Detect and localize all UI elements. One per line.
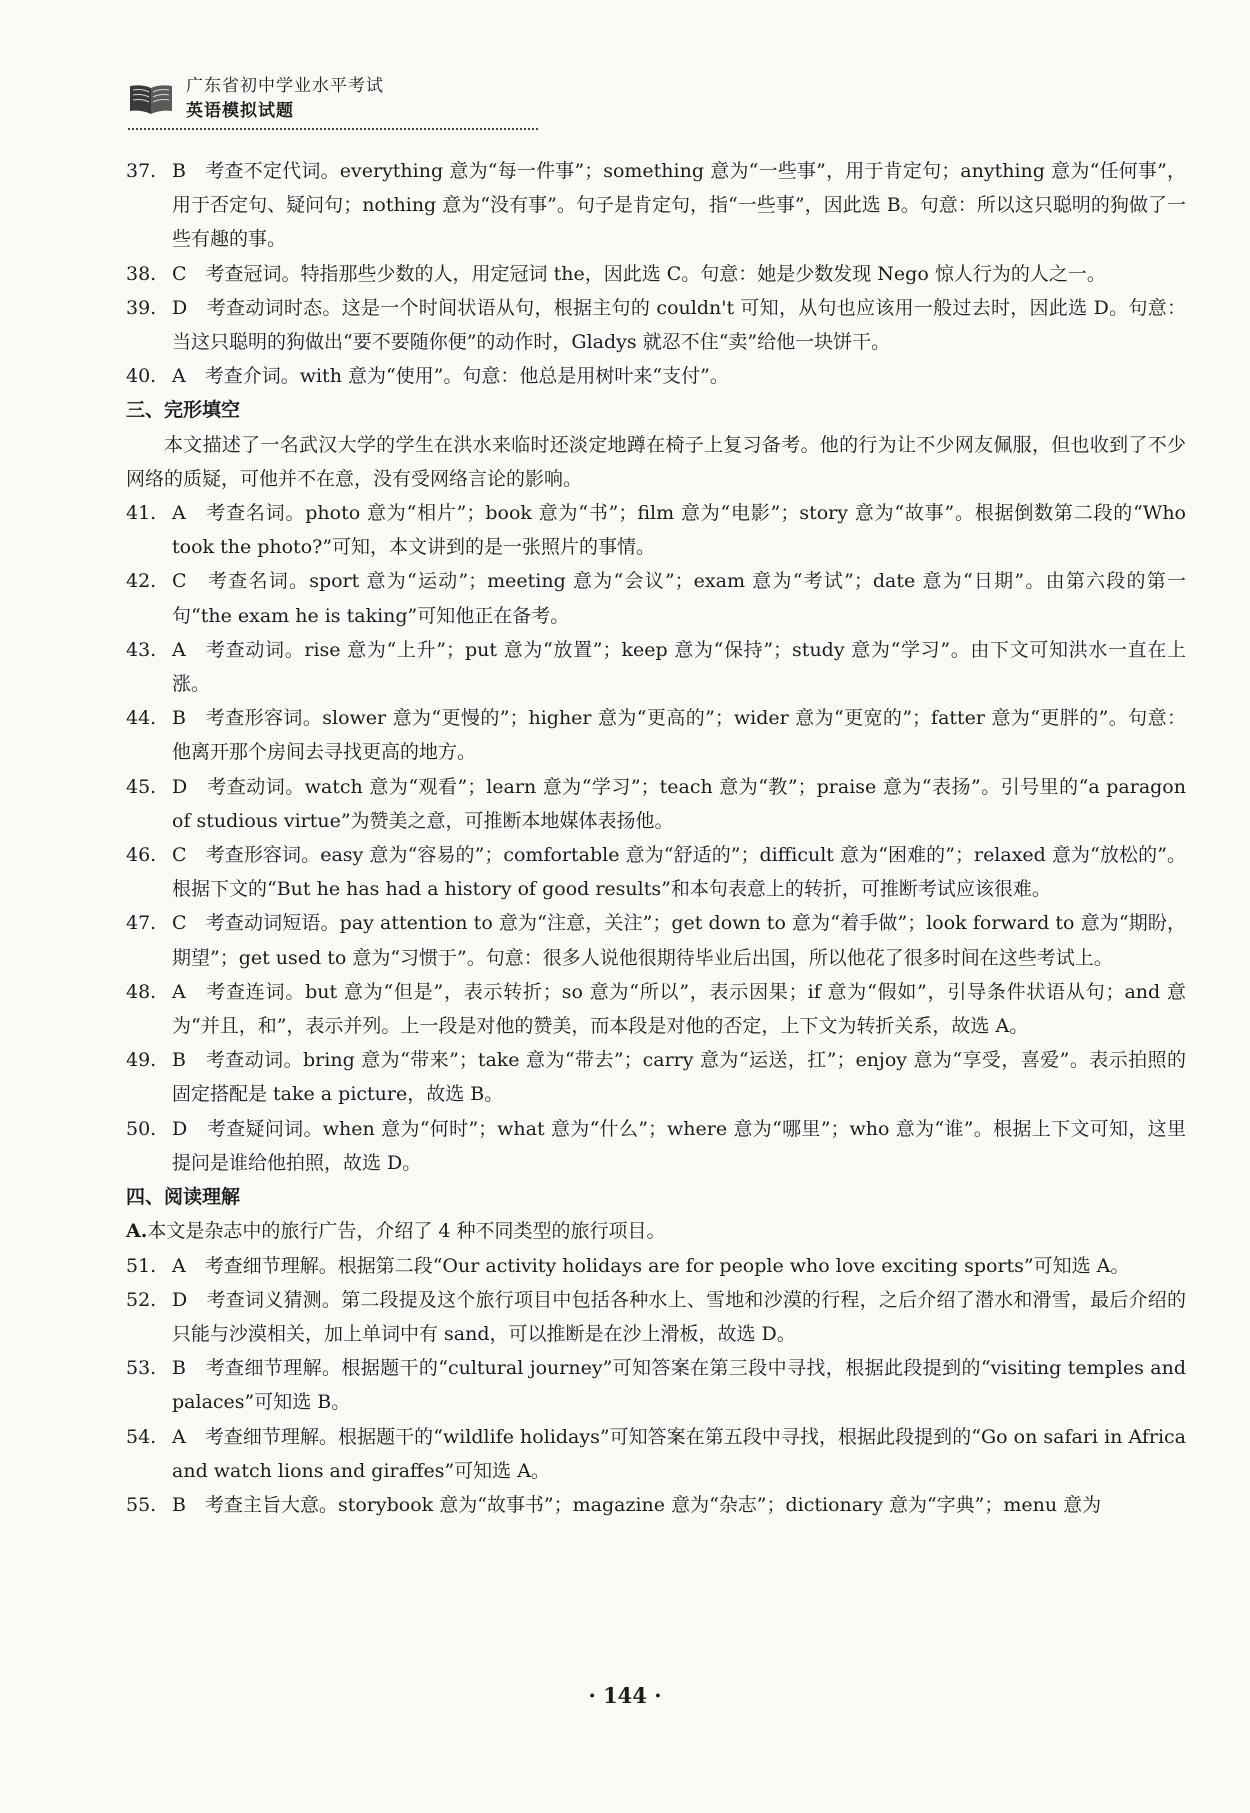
page-number: · 144 ·: [588, 1683, 662, 1708]
question-number: 55.: [126, 1493, 157, 1516]
answer-entry: [126, 1043, 1186, 1111]
question-number: 40.: [126, 365, 157, 388]
passage-summary: 本文描述了一名武汉大学的学生在洪水来临时还淡定地蹲在椅子上复习备考。他的行为让不少网友佩服，但也收到了不少网络的质疑，可他并不在意，没有受网络言论的影响。: [126, 433, 1186, 490]
answer-explanation: A 考查介词。with 意为“使用”。句意：他总是用树叶来“支付”。: [172, 365, 729, 388]
header-divider: [128, 128, 538, 130]
question-number: 39.: [126, 296, 157, 319]
question-number: 41.: [126, 502, 157, 525]
answer-entry: [126, 1488, 1186, 1522]
answer-entry: [126, 838, 1186, 906]
answer-entry: [126, 359, 1186, 393]
answer-explanation: C 考查冠词。特指那些少数的人，用定冠词 the，因此选 C。句意：她是少数发现 Nego 惊人行为的人之一。: [172, 262, 1106, 285]
section-heading: 三、完形填空: [126, 399, 241, 422]
question-number: 52.: [126, 1288, 157, 1311]
answer-entry: [126, 1351, 1186, 1419]
passage-label: A.: [126, 1220, 148, 1243]
answer-explanation: A 考查名词。photo 意为“相片”；book 意为“书”；film 意为“电影”；story 意为“故事”。根据倒数第二段的“Who took the photo?”可知，本文讲到的是一张照片的事情。: [172, 502, 1186, 559]
question-number: 42.: [126, 570, 157, 593]
question-number: 45.: [126, 775, 157, 798]
answer-explanation: C 考查名词。sport 意为“运动”；meeting 意为“会议”；exam 意为“考试”；date 意为“日期”。由第六段的第一句“the exam he is taking”可知他正在备考。: [172, 570, 1186, 627]
answer-explanation: D 考查动词。watch 意为“观看”；learn 意为“学习”；teach 意为“教”；praise 意为“表扬”。引号里的“a paragon of studious virtue”为赞美之意，可推断本地媒体表扬他。: [172, 775, 1186, 832]
answer-entry: [126, 291, 1186, 359]
question-number: 54.: [126, 1425, 157, 1448]
question-number: 50.: [126, 1117, 157, 1140]
page-header: [128, 72, 384, 126]
answer-explanation: D 考查词义猜测。第二段提及这个旅行项目中包括各种水上、雪地和沙漠的行程，之后介绍了潜水和滑雪，最后介绍的只能与沙漠相关，加上单词中有 sand，可以推断是在沙上滑板，故选 D。: [172, 1288, 1186, 1345]
answer-explanation: A 考查动词。rise 意为“上升”；put 意为“放置”；keep 意为“保持”；study 意为“学习”。由下文可知洪水一直在上涨。: [172, 638, 1186, 696]
question-number: 47.: [126, 912, 157, 935]
answer-entry: [126, 770, 1186, 838]
header-titles: [186, 74, 384, 124]
question-number: 51.: [126, 1254, 157, 1277]
answer-explanations: [126, 154, 1186, 1522]
answer-entry: [126, 975, 1186, 1043]
answer-entry: [126, 633, 1186, 701]
question-number: 43.: [126, 638, 157, 661]
question-number: 53.: [126, 1357, 157, 1380]
question-number: 44.: [126, 707, 157, 730]
answer-explanation: B 考查主旨大意。storybook 意为“故事书”；magazine 意为“杂志”；dictionary 意为“字典”；menu 意为: [172, 1493, 1102, 1516]
header-exam-title: 广东省初中学业水平考试: [186, 76, 384, 96]
answer-explanation: D 考查动词时态。这是一个时间状语从句，根据主句的 couldn't 可知，从句也应该用一般过去时，因此选 D。句意：当这只聪明的狗做出“要不要随你便”的动作时，Gladys 就忍不住“卖”给他一块饼干。: [172, 296, 1186, 354]
answer-entry: [126, 564, 1186, 632]
answer-entry: [126, 1283, 1186, 1351]
answer-entry: [126, 1112, 1186, 1180]
answer-explanation: B 考查形容词。slower 意为“更慢的”；higher 意为“更高的”；wider 意为“更宽的”；fatter 意为“更胖的”。句意：他离开那个房间去寻找更高的地方。: [172, 707, 1186, 764]
answer-entry: [126, 257, 1186, 291]
answer-explanation: C 考查形容词。easy 意为“容易的”；comfortable 意为“舒适的”；difficult 意为“困难的”；relaxed 意为“放松的”。根据下文的“But he has had a history of good results”和本句表意上的转折，可推断考试应该很难。: [172, 844, 1186, 901]
answer-explanation: C 考查动词短语。pay attention to 意为“注意，关注”；get down to 意为“着手做”；look forward to 意为“期盼，期望”；get used to 意为“习惯于”。句意：很多人说他很期待毕业后出国，所以他花了很多时间在这些考试上。: [172, 912, 1186, 969]
answer-entry: [126, 1420, 1186, 1488]
question-number: 37.: [126, 160, 157, 182]
answer-explanation: A 考查连词。but 意为“但是”，表示转折；so 意为“所以”，表示因果；if 意为“假如”，引导条件状语从句；and 意为“并且，和”，表示并列。上一段是对他的赞美，而本段是对他的否定，上下文为转折关系，故选 A。: [172, 980, 1186, 1038]
section-heading: 四、阅读理解: [126, 1186, 241, 1209]
passage-summary: [126, 1214, 1186, 1248]
answer-explanation: A 考查细节理解。根据题干的“wildlife holidays”可知答案在第五段中寻找，根据此段提到的“Go on safari in Africa and watch lions and giraffes”可知选 A。: [172, 1425, 1186, 1482]
answer-explanation: B 考查不定代词。everything 意为“每一件事”；something 意为“一些事”，用于肯定句；anything 意为“任何事”，用于否定句、疑问句；nothing 意为“没有事”。句子是肯定句，指“一些事”，因此选 B。句意：所以这只聪明的狗做了一些有趣的事。: [172, 160, 1186, 251]
question-number: 48.: [126, 980, 157, 1003]
question-number: 38.: [126, 262, 157, 285]
answer-entry: [126, 496, 1186, 564]
question-number: 46.: [126, 844, 157, 867]
answer-entry: [126, 1249, 1186, 1283]
question-number: 49.: [126, 1049, 157, 1072]
answer-explanation: A 考查细节理解。根据第二段“Our activity holidays are for people who love exciting sports”可知选 A。: [172, 1254, 1130, 1277]
answer-explanation: B 考查动词。bring 意为“带来”；take 意为“带去”；carry 意为“运送，扛”；enjoy 意为“享受，喜爱”。表示拍照的固定搭配是 take a picture，故选 B。: [172, 1049, 1186, 1106]
answer-entry: [126, 154, 1186, 257]
header-book-title: 英语模拟试题: [186, 101, 294, 121]
passage-summary-text: 本文是杂志中的旅行广告，介绍了 4 种不同类型的旅行项目。: [147, 1220, 666, 1243]
answer-explanation: D 考查疑问词。when 意为“何时”；what 意为“什么”；where 意为“哪里”；who 意为“谁”。根据上下文可知，这里提问是谁给他拍照，故选 D。: [172, 1117, 1186, 1174]
answer-explanation: B 考查细节理解。根据题干的“cultural journey”可知答案在第三段中寻找，根据此段提到的“visiting temples and palaces”可知选 B。: [172, 1357, 1186, 1414]
answer-entry: [126, 701, 1186, 769]
book-icon: [128, 80, 174, 118]
answer-entry: [126, 906, 1186, 974]
